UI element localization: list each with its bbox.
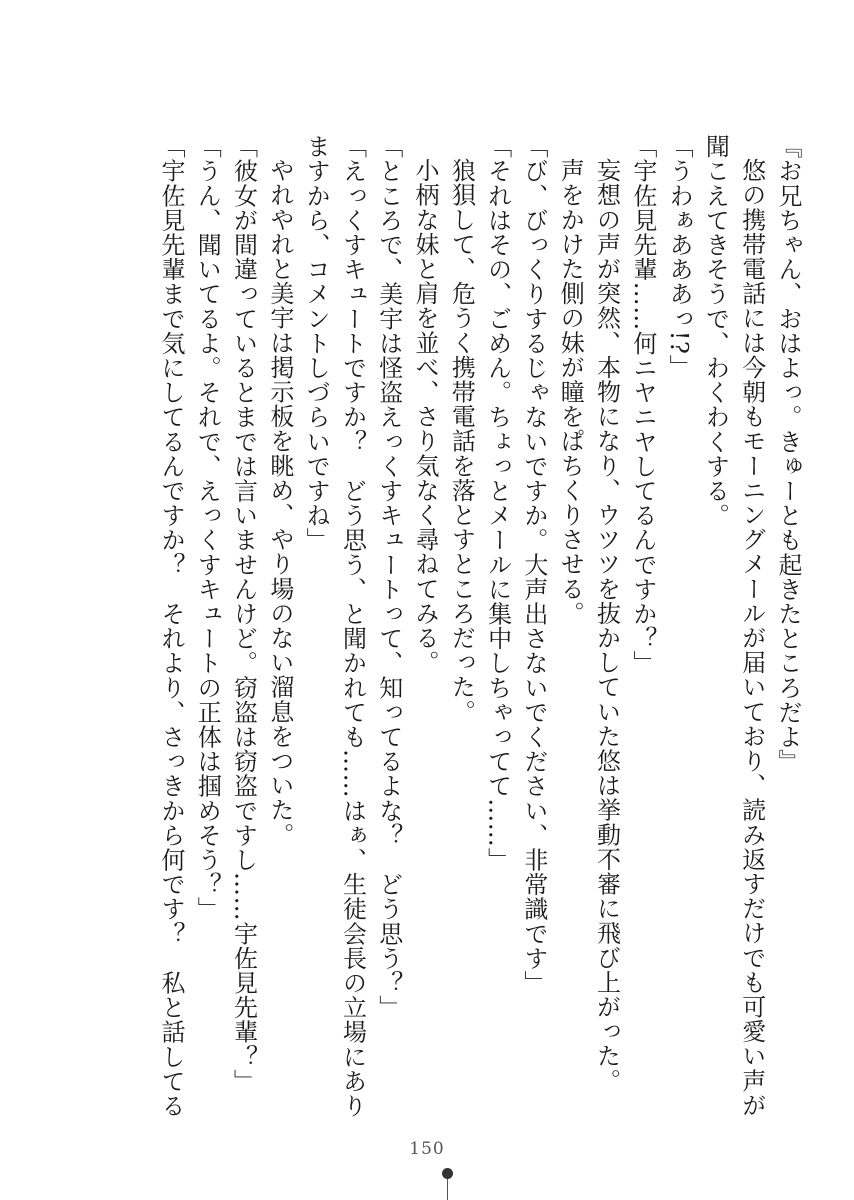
body-text	[153, 134, 806, 1118]
text-line: 妄想の声が突然、本物になり、ウツツを抜かしていた悠は挙動不審に飛び上がった。	[592, 158, 621, 1093]
text-line: 「それはその、ごめん。ちょっとメールに集中しちゃってて……」	[483, 134, 512, 872]
text-line: ますから、コメントしづらいですね」	[302, 134, 331, 553]
text-line: 小柄な妹と肩を並べ、さり気なく尋ねてみる。	[411, 158, 440, 675]
text-line: 「彼女が間違っているとまでは言いませんけど。窃盗は窃盗ですし……宇佐見先輩？」	[229, 134, 258, 1094]
text-line: 『お兄ちゃん、おはよっ。きゅーとも起きたところだよ』	[774, 134, 802, 774]
text-line: 「うわぁあああっ!?」	[665, 134, 694, 380]
text-line: 悠の携帯電話には今朝もモーニングメールが届いており、読み返すだけでも可愛い声が	[737, 158, 766, 1118]
text-line: 「宇佐見先輩まで気にしてるんですか？ それより、さっきから何です？ 私と話してる	[156, 134, 185, 1118]
text-line: やれやれと美宇は掲示板を眺め、やり場のない溜息をついた。	[265, 158, 294, 847]
text-line: 「うん、聞いてるよ。それで、えっくすキュートの正体は掴めそう？」	[193, 134, 222, 922]
text-line: 「ところで、美宇は怪盗えっくすキュートって、知ってるよな？ どう思う？」	[374, 134, 403, 1020]
page-number: 150	[409, 1139, 445, 1159]
page-marker-line	[447, 1179, 448, 1200]
text-line: 「えっくすキュートですか？ どう思う、と聞かれても……はぁ、生徒会長の立場にあり	[338, 134, 367, 1118]
text-line: 狼狽して、危うく携帯電話を落とすところだった。	[447, 158, 476, 724]
page-marker-dot-icon	[442, 1168, 453, 1179]
text-line: 聞こえてきそうで、わくわくする。	[701, 134, 730, 528]
text-line: 「び、びっくりするじゃないですか。大声出さないでください、非常識です」	[519, 134, 548, 995]
text-line: 「宇佐見先輩……何ニヤニヤしてるんですか？」	[628, 134, 657, 676]
text-line: 声をかけた側の妹が瞳をぱちくりさせる。	[556, 158, 585, 626]
